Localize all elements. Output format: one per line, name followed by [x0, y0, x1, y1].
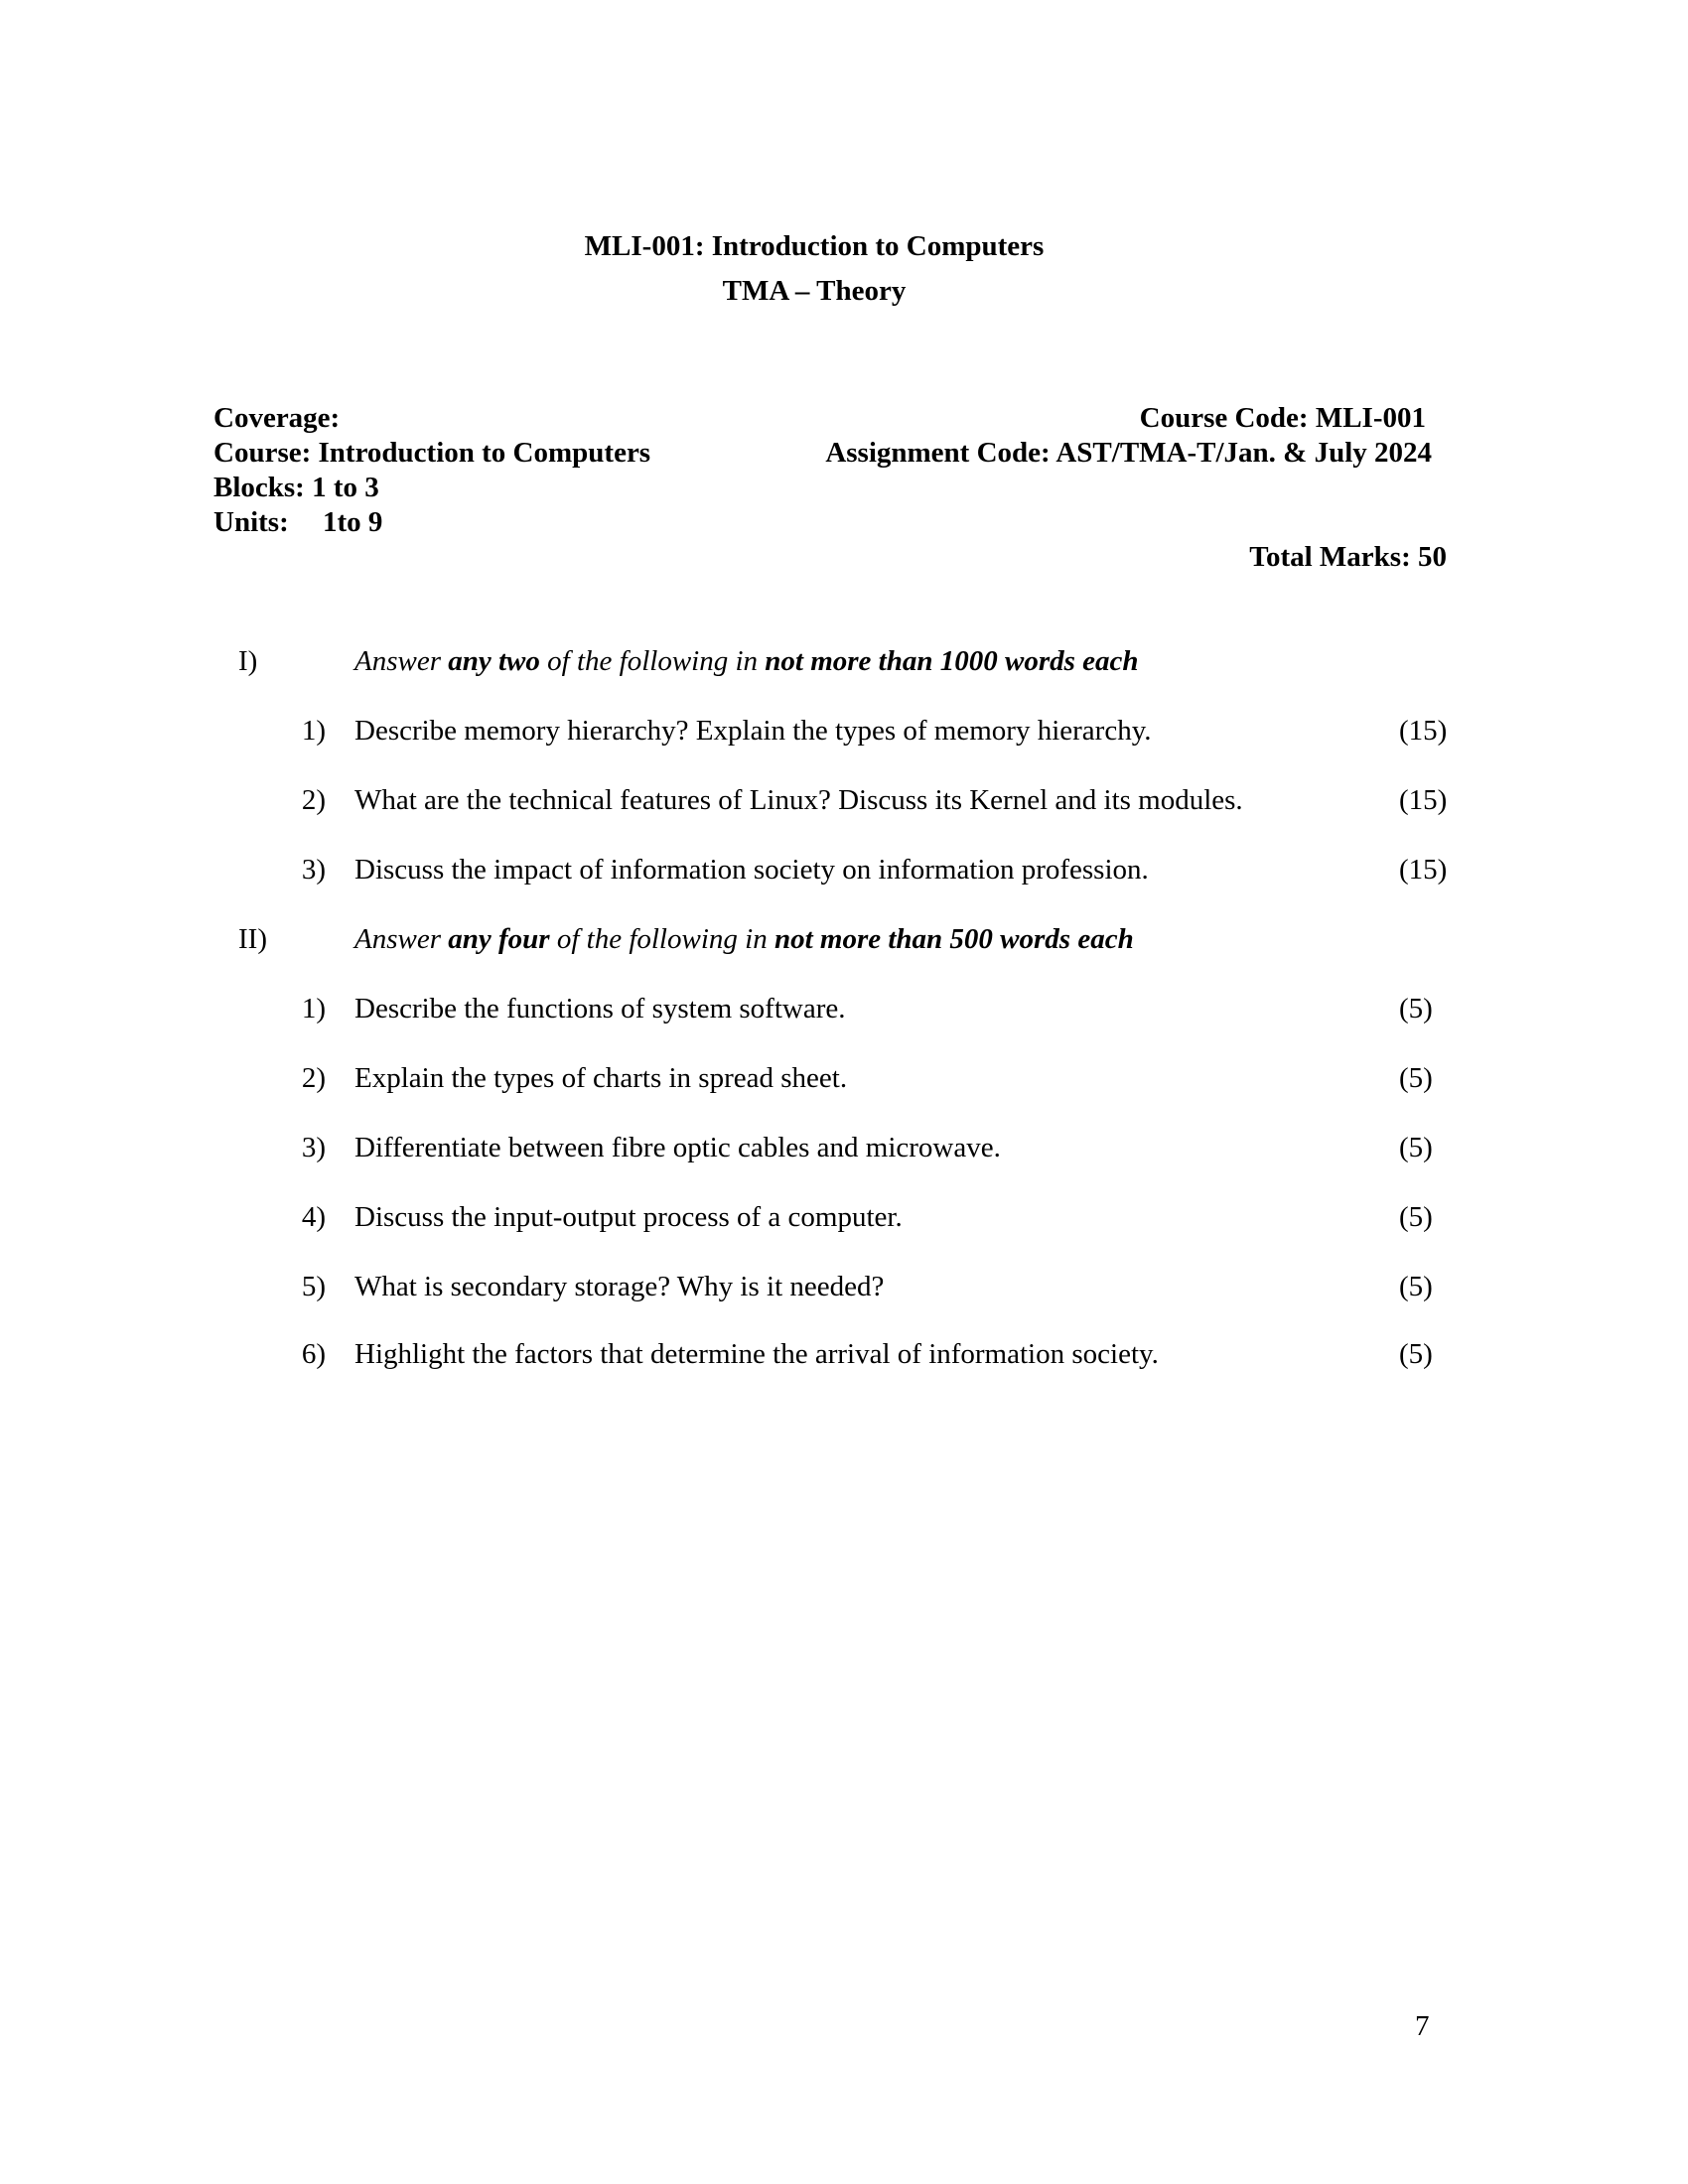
section-instruction: Answer any four of the following in not more than 500 words each [354, 923, 1134, 955]
question-text: What are the technical features of Linux? Discuss its Kernel and its modules. [354, 784, 1243, 816]
question-number: 1) [301, 993, 326, 1024]
question-number: 6) [301, 1338, 326, 1370]
question-text: Discuss the input-output process of a computer. [354, 1201, 903, 1233]
course-name: Course: Introduction to Computers [213, 437, 651, 469]
question-text: Describe memory hierarchy? Explain the types of memory hierarchy. [354, 715, 1152, 747]
section-numeral: I) [238, 645, 258, 677]
question-text: Describe the functions of system software. [354, 993, 846, 1024]
page-number: 7 [1415, 2010, 1430, 2042]
question-number: 2) [301, 1062, 326, 1094]
question-marks: (5) [1399, 1271, 1433, 1302]
question-marks: (5) [1399, 1062, 1433, 1094]
page-subtitle: TMA – Theory [722, 275, 907, 307]
assignment-code: Assignment Code: AST/TMA-T/Jan. & July 2024 [825, 437, 1432, 469]
question-number: 4) [301, 1201, 326, 1233]
question-text: Discuss the impact of information society on information profession. [354, 854, 1149, 886]
question-text: What is secondary storage? Why is it needed? [354, 1271, 885, 1302]
question-marks: (5) [1399, 1201, 1433, 1233]
question-text: Explain the types of charts in spread sheet. [354, 1062, 848, 1094]
question-number: 3) [301, 854, 326, 886]
question-marks: (15) [1399, 715, 1448, 747]
question-marks: (15) [1399, 854, 1448, 886]
question-number: 5) [301, 1271, 326, 1302]
page-title: MLI-001: Introduction to Computers [584, 230, 1045, 262]
section-instruction: Answer any two of the following in not more than 1000 words each [354, 645, 1139, 677]
question-number: 1) [301, 715, 326, 747]
question-marks: (15) [1399, 784, 1448, 816]
question-text: Differentiate between fibre optic cables and microwave. [354, 1132, 1001, 1163]
question-number: 2) [301, 784, 326, 816]
course-code: Course Code: MLI-001 [1139, 402, 1426, 434]
total-marks: Total Marks: 50 [1249, 541, 1447, 573]
units-label: Units: [213, 506, 289, 538]
question-text: Highlight the factors that determine the arrival of information society. [354, 1338, 1159, 1370]
question-marks: (5) [1399, 1338, 1433, 1370]
question-marks: (5) [1399, 1132, 1433, 1163]
section-numeral: II) [238, 923, 267, 955]
coverage-label: Coverage: [213, 402, 341, 434]
question-number: 3) [301, 1132, 326, 1163]
question-marks: (5) [1399, 993, 1433, 1024]
units-value: 1to 9 [323, 506, 383, 538]
blocks-range: Blocks: 1 to 3 [213, 472, 379, 503]
